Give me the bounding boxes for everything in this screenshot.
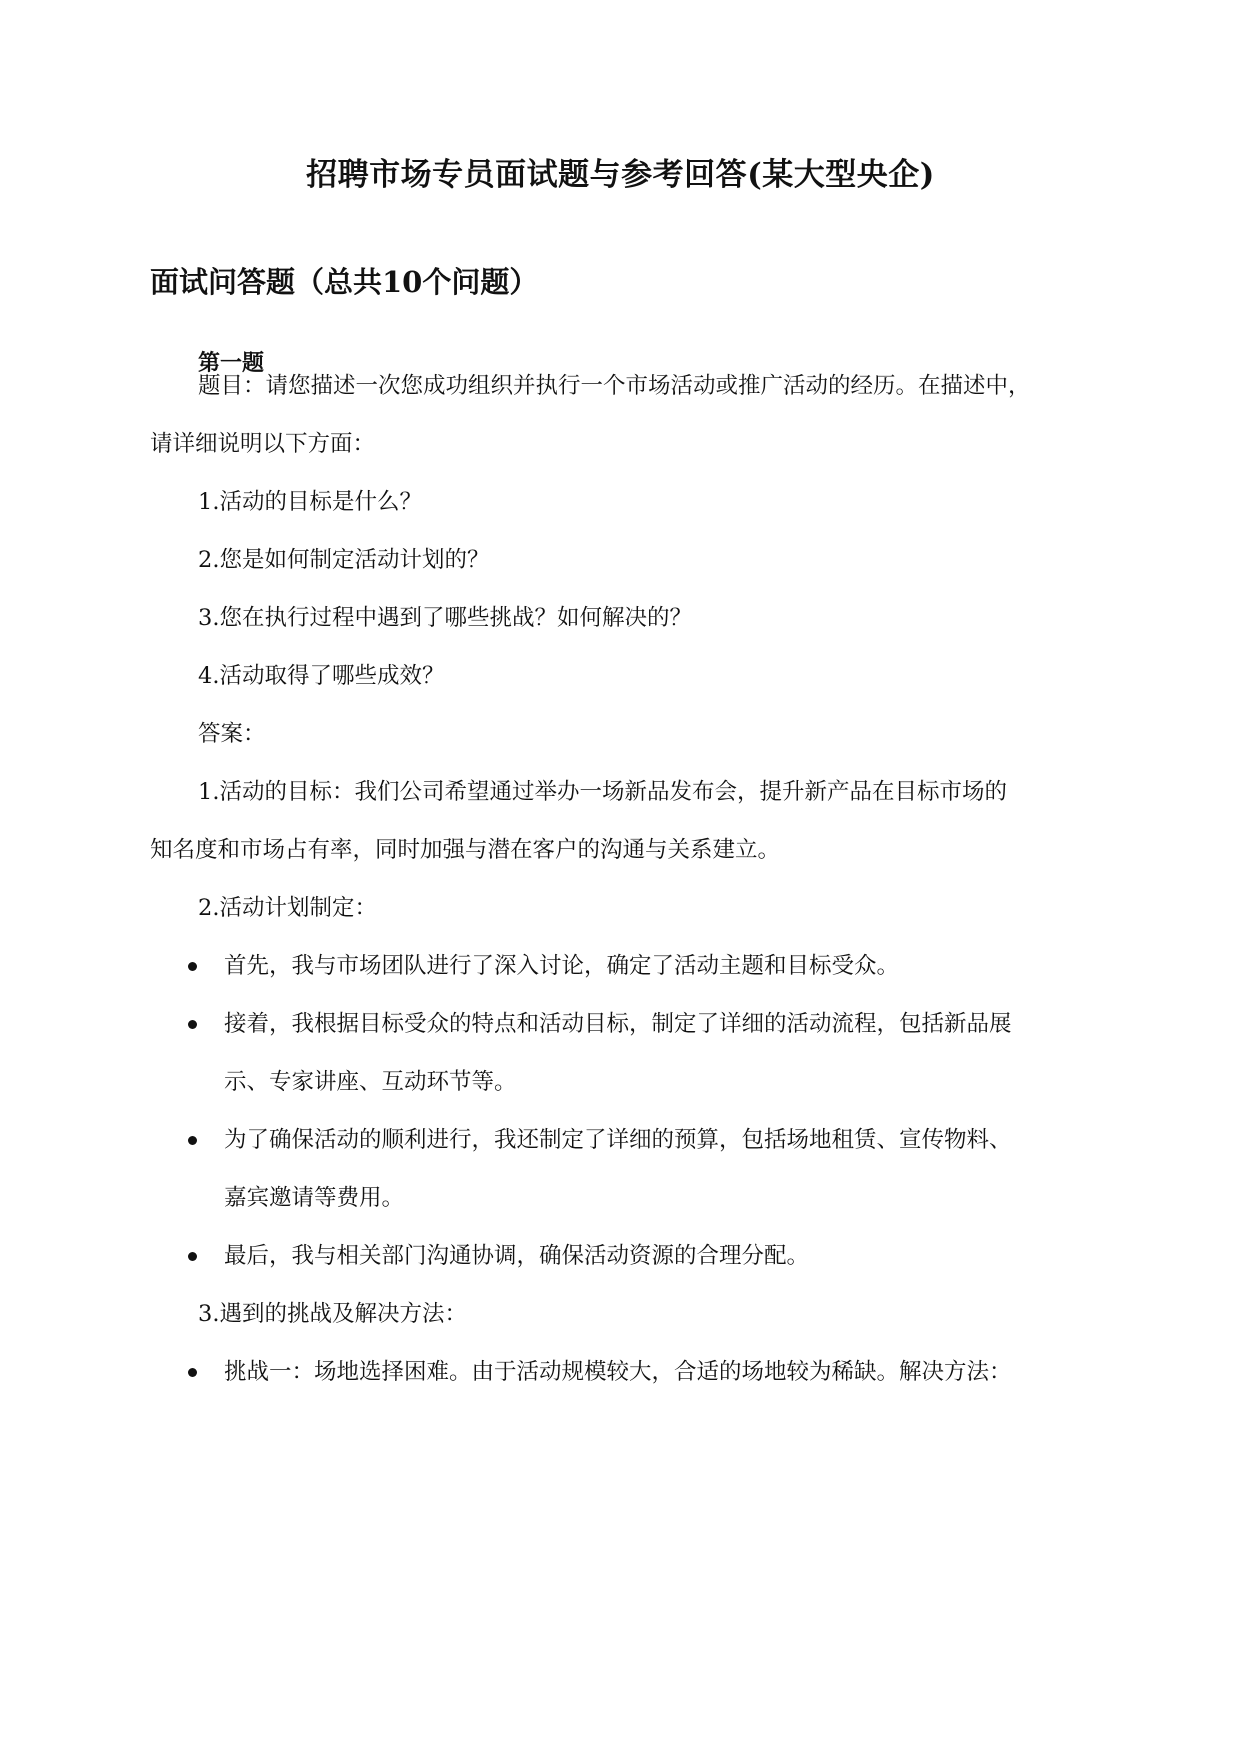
bullet-item-line: 最后，我与相关部门沟通协调，确保活动资源的合理分配。 <box>224 1243 810 1269</box>
answer-subheading: 2.活动计划制定： <box>198 895 377 921</box>
sub-question: 3.您在执行过程中遇到了哪些挑战？如何解决的？ <box>198 605 692 631</box>
sub-question: 4.活动取得了哪些成效？ <box>198 663 445 689</box>
bullet-icon <box>188 962 197 971</box>
bullet-item-line: 挑战一：场地选择困难。由于活动规模较大，合适的场地较为稀缺。解决方法： <box>224 1359 1012 1385</box>
question-heading: 第一题 <box>198 350 265 376</box>
bullet-icon <box>188 1020 197 1029</box>
section-heading: 面试问答题（总共10个问题） <box>150 265 539 299</box>
answer-paragraph-line: 1.活动的目标：我们公司希望通过举办一场新品发布会，提升新产品在目标市场的 <box>198 779 1007 805</box>
bullet-item-line: 嘉宾邀请等费用。 <box>224 1185 405 1211</box>
answer-label: 答案： <box>198 721 266 747</box>
bullet-item-line: 接着，我根据目标受众的特点和活动目标，制定了详细的活动流程，包括新品展 <box>224 1011 1012 1037</box>
bullet-item-line: 为了确保活动的顺利进行，我还制定了详细的预算，包括场地租赁、宣传物料、 <box>224 1127 1012 1153</box>
bullet-item-line: 示、专家讲座、互动环节等。 <box>224 1069 517 1095</box>
sub-question: 2.您是如何制定活动计划的？ <box>198 547 490 573</box>
document-title: 招聘市场专员面试题与参考回答(某大型央企) <box>306 157 935 193</box>
answer-subheading: 3.遇到的挑战及解决方法： <box>198 1301 467 1327</box>
bullet-item-line: 首先，我与市场团队进行了深入讨论，确定了活动主题和目标受众。 <box>224 953 900 979</box>
sub-question: 1.活动的目标是什么？ <box>198 489 422 515</box>
bullet-icon <box>188 1252 197 1261</box>
answer-paragraph-line: 知名度和市场占有率，同时加强与潜在客户的沟通与关系建立。 <box>150 837 781 863</box>
bullet-icon <box>188 1136 197 1145</box>
question-prompt-line: 题目：请您描述一次您成功组织并执行一个市场活动或推广活动的经历。在描述中， <box>198 373 1031 399</box>
question-prompt-line: 请详细说明以下方面： <box>150 431 376 457</box>
bullet-icon <box>188 1368 197 1377</box>
